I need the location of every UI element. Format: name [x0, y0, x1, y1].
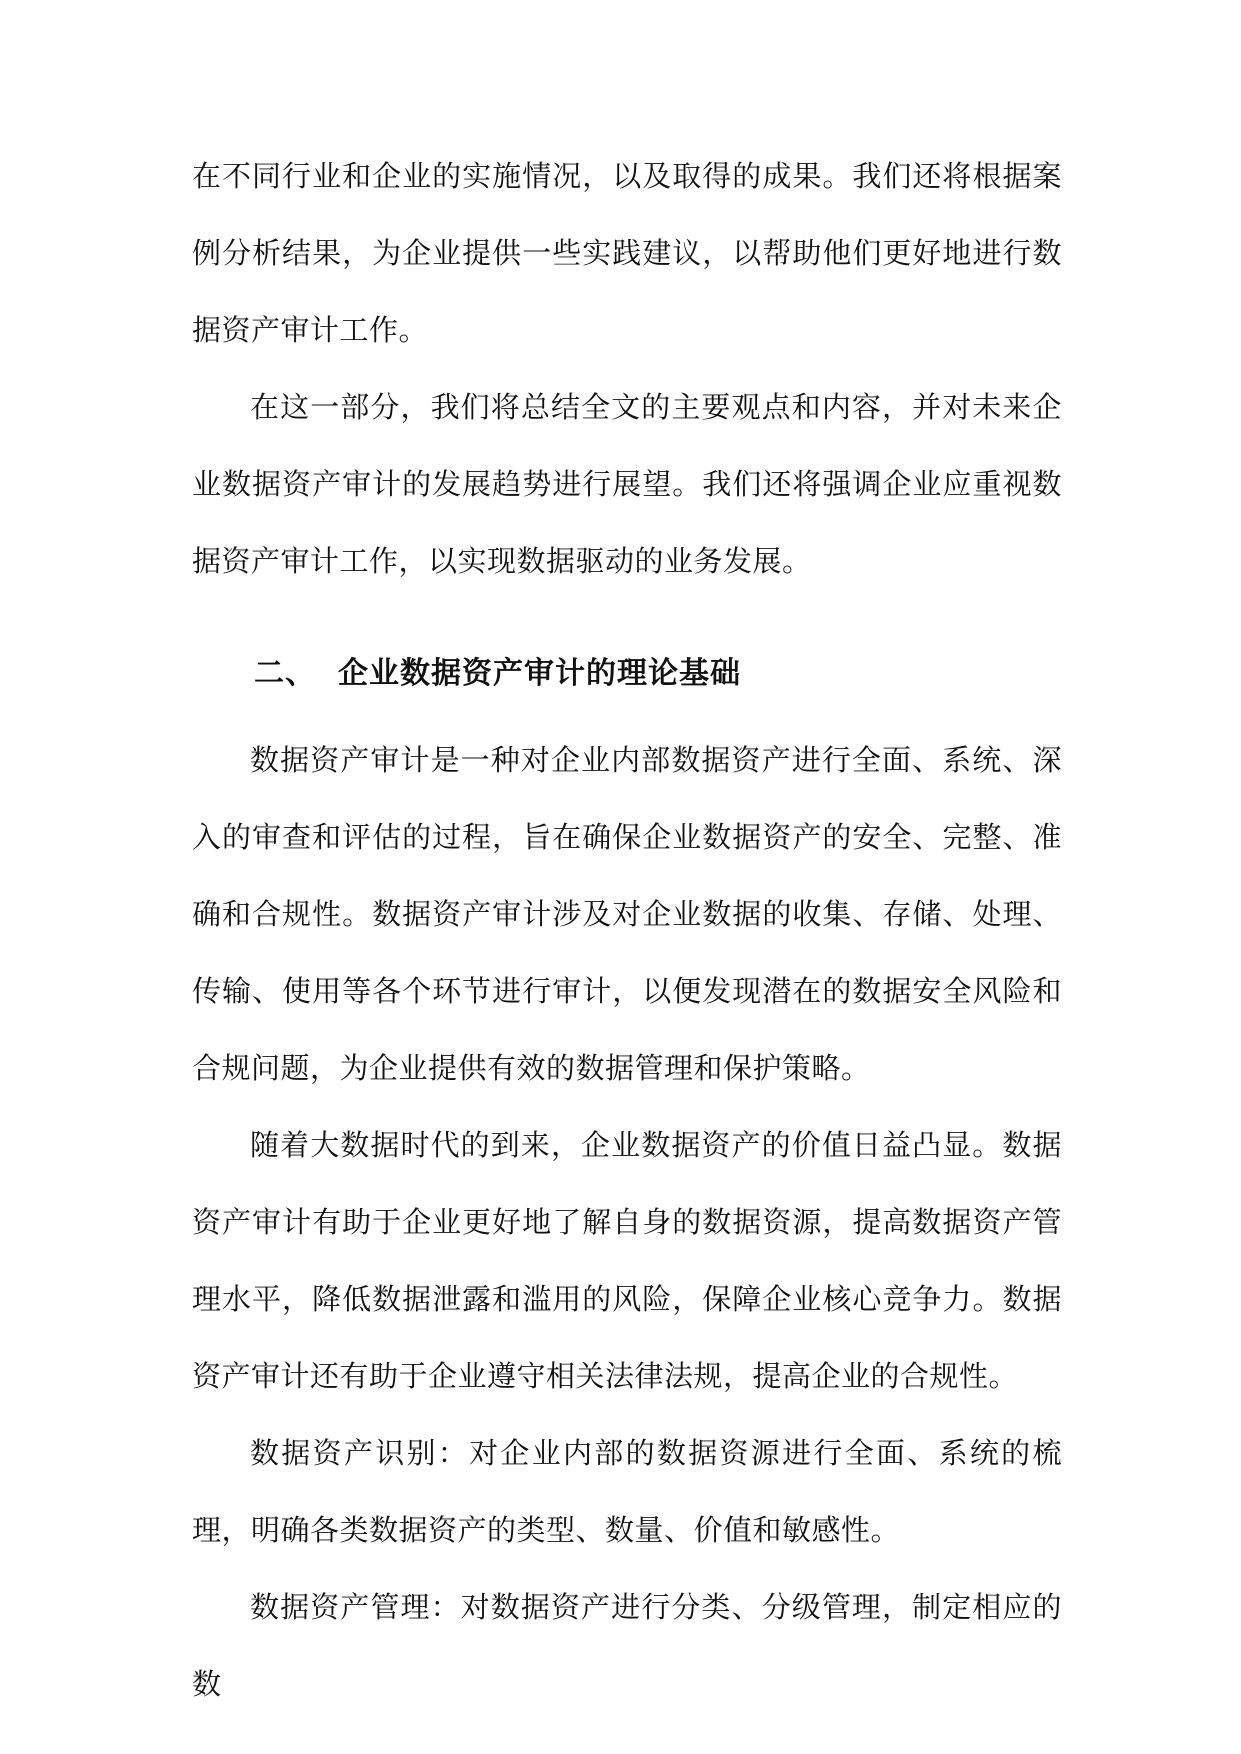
paragraph-importance: 随着大数据时代的到来，企业数据资产的价值日益凸显。数据资产审计有助于企业更好地了解自身的数据资源，提高数据资产管理水平，降低数据泄露和滥用的风险，保障企业核心竞争力。数据资产审计还有助于企业遵守相关法律法规，提高企业的合规性。 — [192, 1128, 1062, 1393]
section-number: 二、 — [254, 656, 316, 691]
document-body — [192, 138, 1062, 1723]
paragraph-summary: 在这一部分，我们将总结全文的主要观点和内容，并对未来企业数据资产审计的发展趋势进行展望。我们还将强调企业应重视数据资产审计工作，以实现数据驱动的业务发展。 — [192, 390, 1062, 578]
section-heading — [192, 626, 1062, 722]
section-title: 企业数据资产审计的理论基础 — [338, 656, 741, 691]
paragraph-management: 数据资产管理：对数据资产进行分类、分级管理，制定相应的数 — [192, 1590, 1062, 1701]
paragraph-continuation: 在不同行业和企业的实施情况，以及取得的成果。我们还将根据案例分析结果，为企业提供一些实践建议，以帮助他们更好地进行数据资产审计工作。 — [192, 159, 1062, 347]
paragraph-identification: 数据资产识别：对企业内部的数据资源进行全面、系统的梳理，明确各类数据资产的类型、数量、价值和敏感性。 — [192, 1436, 1062, 1547]
paragraph-definition: 数据资产审计是一种对企业内部数据资产进行全面、系统、深入的审查和评估的过程，旨在确保企业数据资产的安全、完整、准确和合规性。数据资产审计涉及对企业数据的收集、存储、处理、传输、使用等各个环节进行审计，以便发现潜在的数据安全风险和合规问题，为企业提供有效的数据管理和保护策略。 — [192, 743, 1062, 1085]
